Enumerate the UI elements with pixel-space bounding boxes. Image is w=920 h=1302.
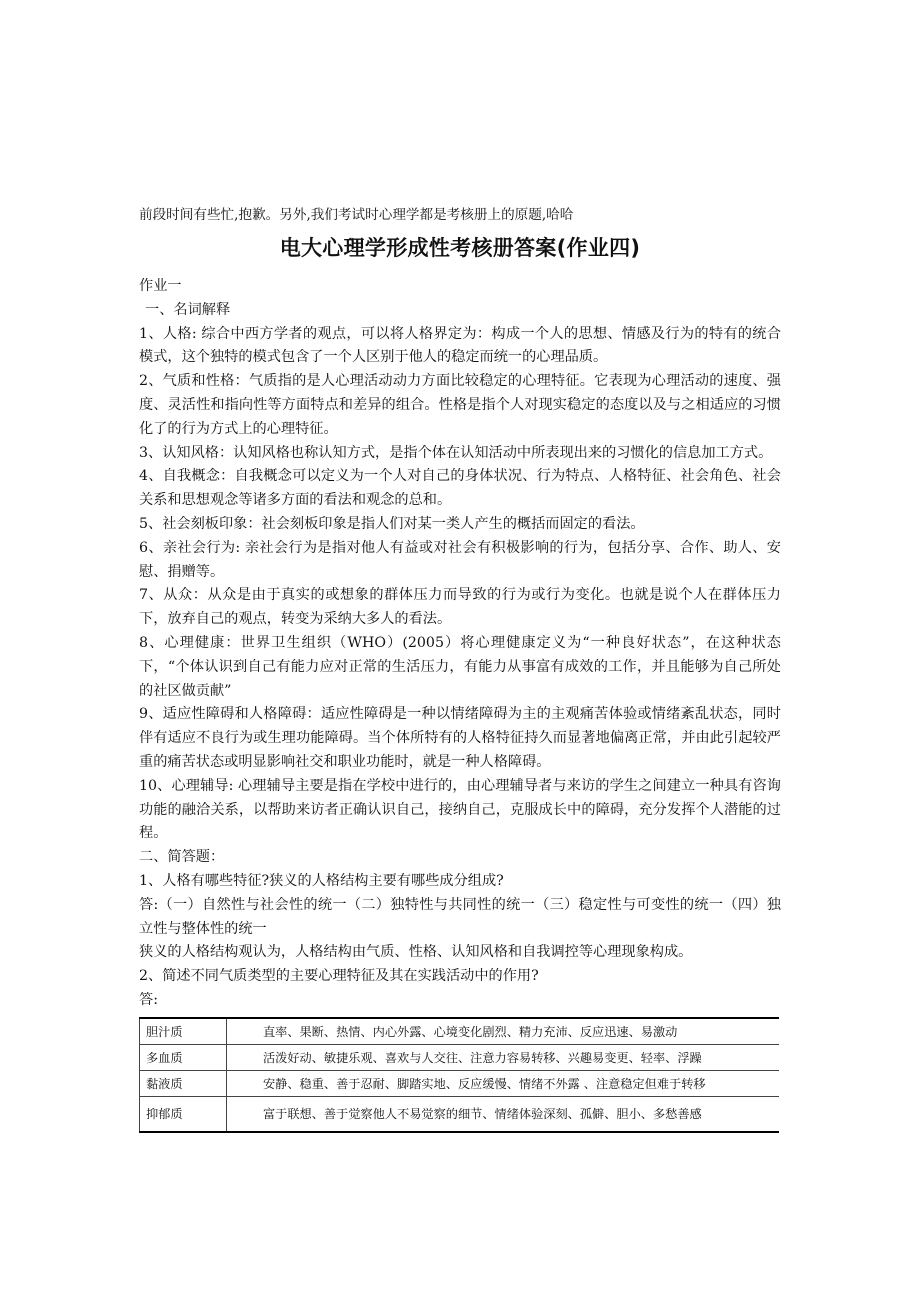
definition-item: 10、心理辅导: 心理辅导主要是指在学校中进行的，由心理辅导者与来访的学生之间建立一种具有咨询功能的融洽关系，以帮助来访者正确认识自己，接纳自己，克服成长中的障碍，充分发挥个人潜能的过程。: [139, 777, 781, 842]
temperament-name: 胆汁质: [140, 1018, 227, 1045]
answer-2-label: 答:: [139, 991, 158, 1008]
temperament-name: 多血质: [140, 1044, 227, 1070]
temperament-name: 抑郁质: [140, 1096, 227, 1132]
definition-item: 6、亲社会行为: 亲社会行为是指对他人有益或对社会有积极影响的行为，包括分享、合作、助人、安慰、捐赠等。: [139, 539, 781, 580]
temperament-name: 黏液质: [140, 1070, 227, 1096]
table-row: [140, 1070, 780, 1096]
temperament-table: [139, 1017, 779, 1133]
definition-item: 1、人格: 综合中西方学者的观点，可以将人格界定为：构成一个人的思想、情感及行为的特有的统合模式，这个独特的模式包含了一个人区别于他人的稳定而统一的心理品质。: [139, 325, 781, 366]
question-1: 1、人格有哪些特征?狭义的人格结构主要有哪些成分组成?: [139, 872, 504, 889]
document-page: [139, 203, 781, 1133]
question-2: 2、简述不同气质类型的主要心理特征及其在实践活动中的作用?: [139, 968, 539, 985]
definition-item: 2、气质和性格：气质指的是人心理活动动力方面比较稳定的心理特征。它表现为心理活动的速度、强度、灵活性和指向性等方面特点和差异的组合。性格是指个人对现实稳定的态度以及与之相适应的习惯化了的行为方式上的心理特征。: [139, 373, 781, 437]
table-row: [140, 1018, 780, 1045]
document-title: 电大心理学形成性考核册答案(作业四): [279, 236, 641, 260]
temperament-traits: 安静、稳重、善于忍耐、脚踏实地、反应缓慢、情绪不外露 、注意稳定但难于转移: [263, 1076, 706, 1091]
definition-item: 9、适应性障碍和人格障碍：适应性障碍是一种以情绪障碍为主的主观痛苦体验或情绪紊乱状态，同时伴有适应不良行为或生理功能障碍。当个体所特有的人格特征持久而显著地偏离正常，并由此引起较严重的痛苦状态或明显影响社交和职业功能时，就是一种人格障碍。: [139, 706, 781, 770]
section-heading-short-answer: 二、简答题：: [139, 849, 225, 866]
temperament-traits: 富于联想、善于觉察他人不易觉察的细节、情绪体验深刻、孤僻、胆小、多愁善感: [263, 1107, 702, 1122]
answer-1-part-2: 狭义的人格结构观认为，人格结构由气质、性格、认知风格和自我调控等心理现象构成。: [139, 944, 693, 961]
definition-item: 7、从众：从众是由于真实的或想象的群体压力而导致的行为或行为变化。也就是说个人在群体压力下，放弃自己的观点，转变为采纳大多人的看法。: [139, 587, 781, 628]
table-row: [140, 1096, 780, 1132]
assignment-label: 作业一: [139, 278, 182, 294]
intro-note: 前段时间有些忙,抱歉。另外,我们考试时心理学都是考核册上的原题,哈哈: [139, 207, 574, 223]
definition-item: 8、心理健康：世界卫生组织（WHO）(2005）将心理健康定义为“一种良好状态”，在这种状态下，“个体认识到自己有能力应对正常的生活压力，有能力从事富有成效的工作，并且能够为自己所处的社区做贡献”: [139, 634, 781, 699]
answer-1-part-1: 答:（一）自然性与社会性的统一（二）独特性与共同性的统一（三）稳定性与可变性的统一（四）独立性与整体性的统一: [139, 896, 781, 937]
definition-item: 4、自我概念：自我概念可以定义为一个人对自己的身体状况、行为特点、人格特征、社会角色、社会关系和思想观念等诸多方面的看法和观念的总和。: [139, 468, 781, 509]
temperament-traits: 活泼好动、敏捷乐观、喜欢与人交往、注意力容易转移、兴趣易变更、轻率、浮躁: [263, 1050, 702, 1065]
temperament-traits: 直率、果断、热情、内心外露、心境变化剧烈、精力充沛、反应迅速、易激动: [263, 1024, 678, 1039]
definition-item: 5、社会刻板印象：社会刻板印象是指人们对某一类人产生的概括而固定的看法。: [139, 515, 645, 532]
definition-item: 3、认知风格：认知风格也称认知方式，是指个体在认知活动中所表现出来的习惯化的信息加工方式。: [139, 444, 773, 461]
section-heading-definitions: 一、名词解释: [145, 301, 231, 318]
table-row: [140, 1044, 780, 1070]
